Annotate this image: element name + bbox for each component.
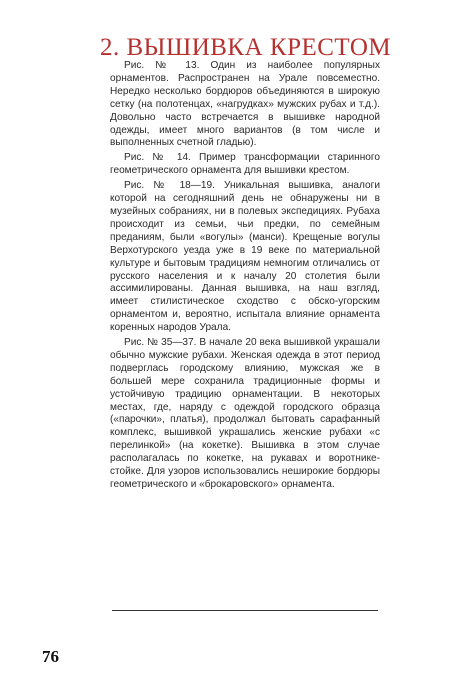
paragraph-fig-14: Рис. № 14. Пример трансформации старинного геометрического орнамента для вышивки крестом.	[110, 152, 380, 177]
section-title: 2. ВЫШИВКА КРЕСТОМ	[100, 34, 392, 61]
paragraph-fig-18-19: Рис. № 18—19. Уникальная вышивка, аналоги которой на сегодняшний день не обнаружены ни в музейных собраниях, ни в полевых экспедициях. Рубаха происходит из семьи, чьи предки, по семейным преданиям, были «вогулы» (манси). Крещеные вогулы Верхотурского уезда уже в 19 веке по материальной культуре и бытовым традициям немногим отличались от русского населения и к началу 20 столетия были ассимилированы. Данная вышивка, на наш взгляд, имеет стилистическое сходство с обско-угорским орнаментом и, вероятно, испытала влияние орнамента коренных народов Урала.	[110, 180, 380, 334]
paragraph-fig-35-37: Рис. № 35—37. В начале 20 века вышивкой украшали обычно мужские рубахи. Женская одежда в этот период подверглась городскому влиянию, мужская же в большей мере сохранила традиционные формы и устойчивую традицию орнаментации. В некоторых местах, где, наряду с одеждой городского образца («парочки», платья), продолжал бытовать сарафанный комплекс, вышивкой украшались женские рубахи «с перелинкой» (на кокетке). Вышивка в этом случае располагалась по кокетке, на рукавах и воротнике-стойке. Для узоров использовались неширокие бордюры геометрического и «брокаровского» орнамента.	[110, 337, 380, 490]
paragraph-fig-13: Рис. № 13. Один из наиболее популярных орнаментов. Распространен на Урале повсеместно. Нередко несколько бордюров объединяются в широкую сетку (на полотенцах, «нагрудках» мужских рубах и т.д.). Довольно часто встречается в вышивке народной одежды, имеет много вариантов (в том числе и выполненных счетной гладью).	[110, 60, 380, 149]
page-number: 76	[42, 647, 59, 666]
article-body	[110, 60, 380, 494]
footer-divider	[112, 610, 378, 611]
